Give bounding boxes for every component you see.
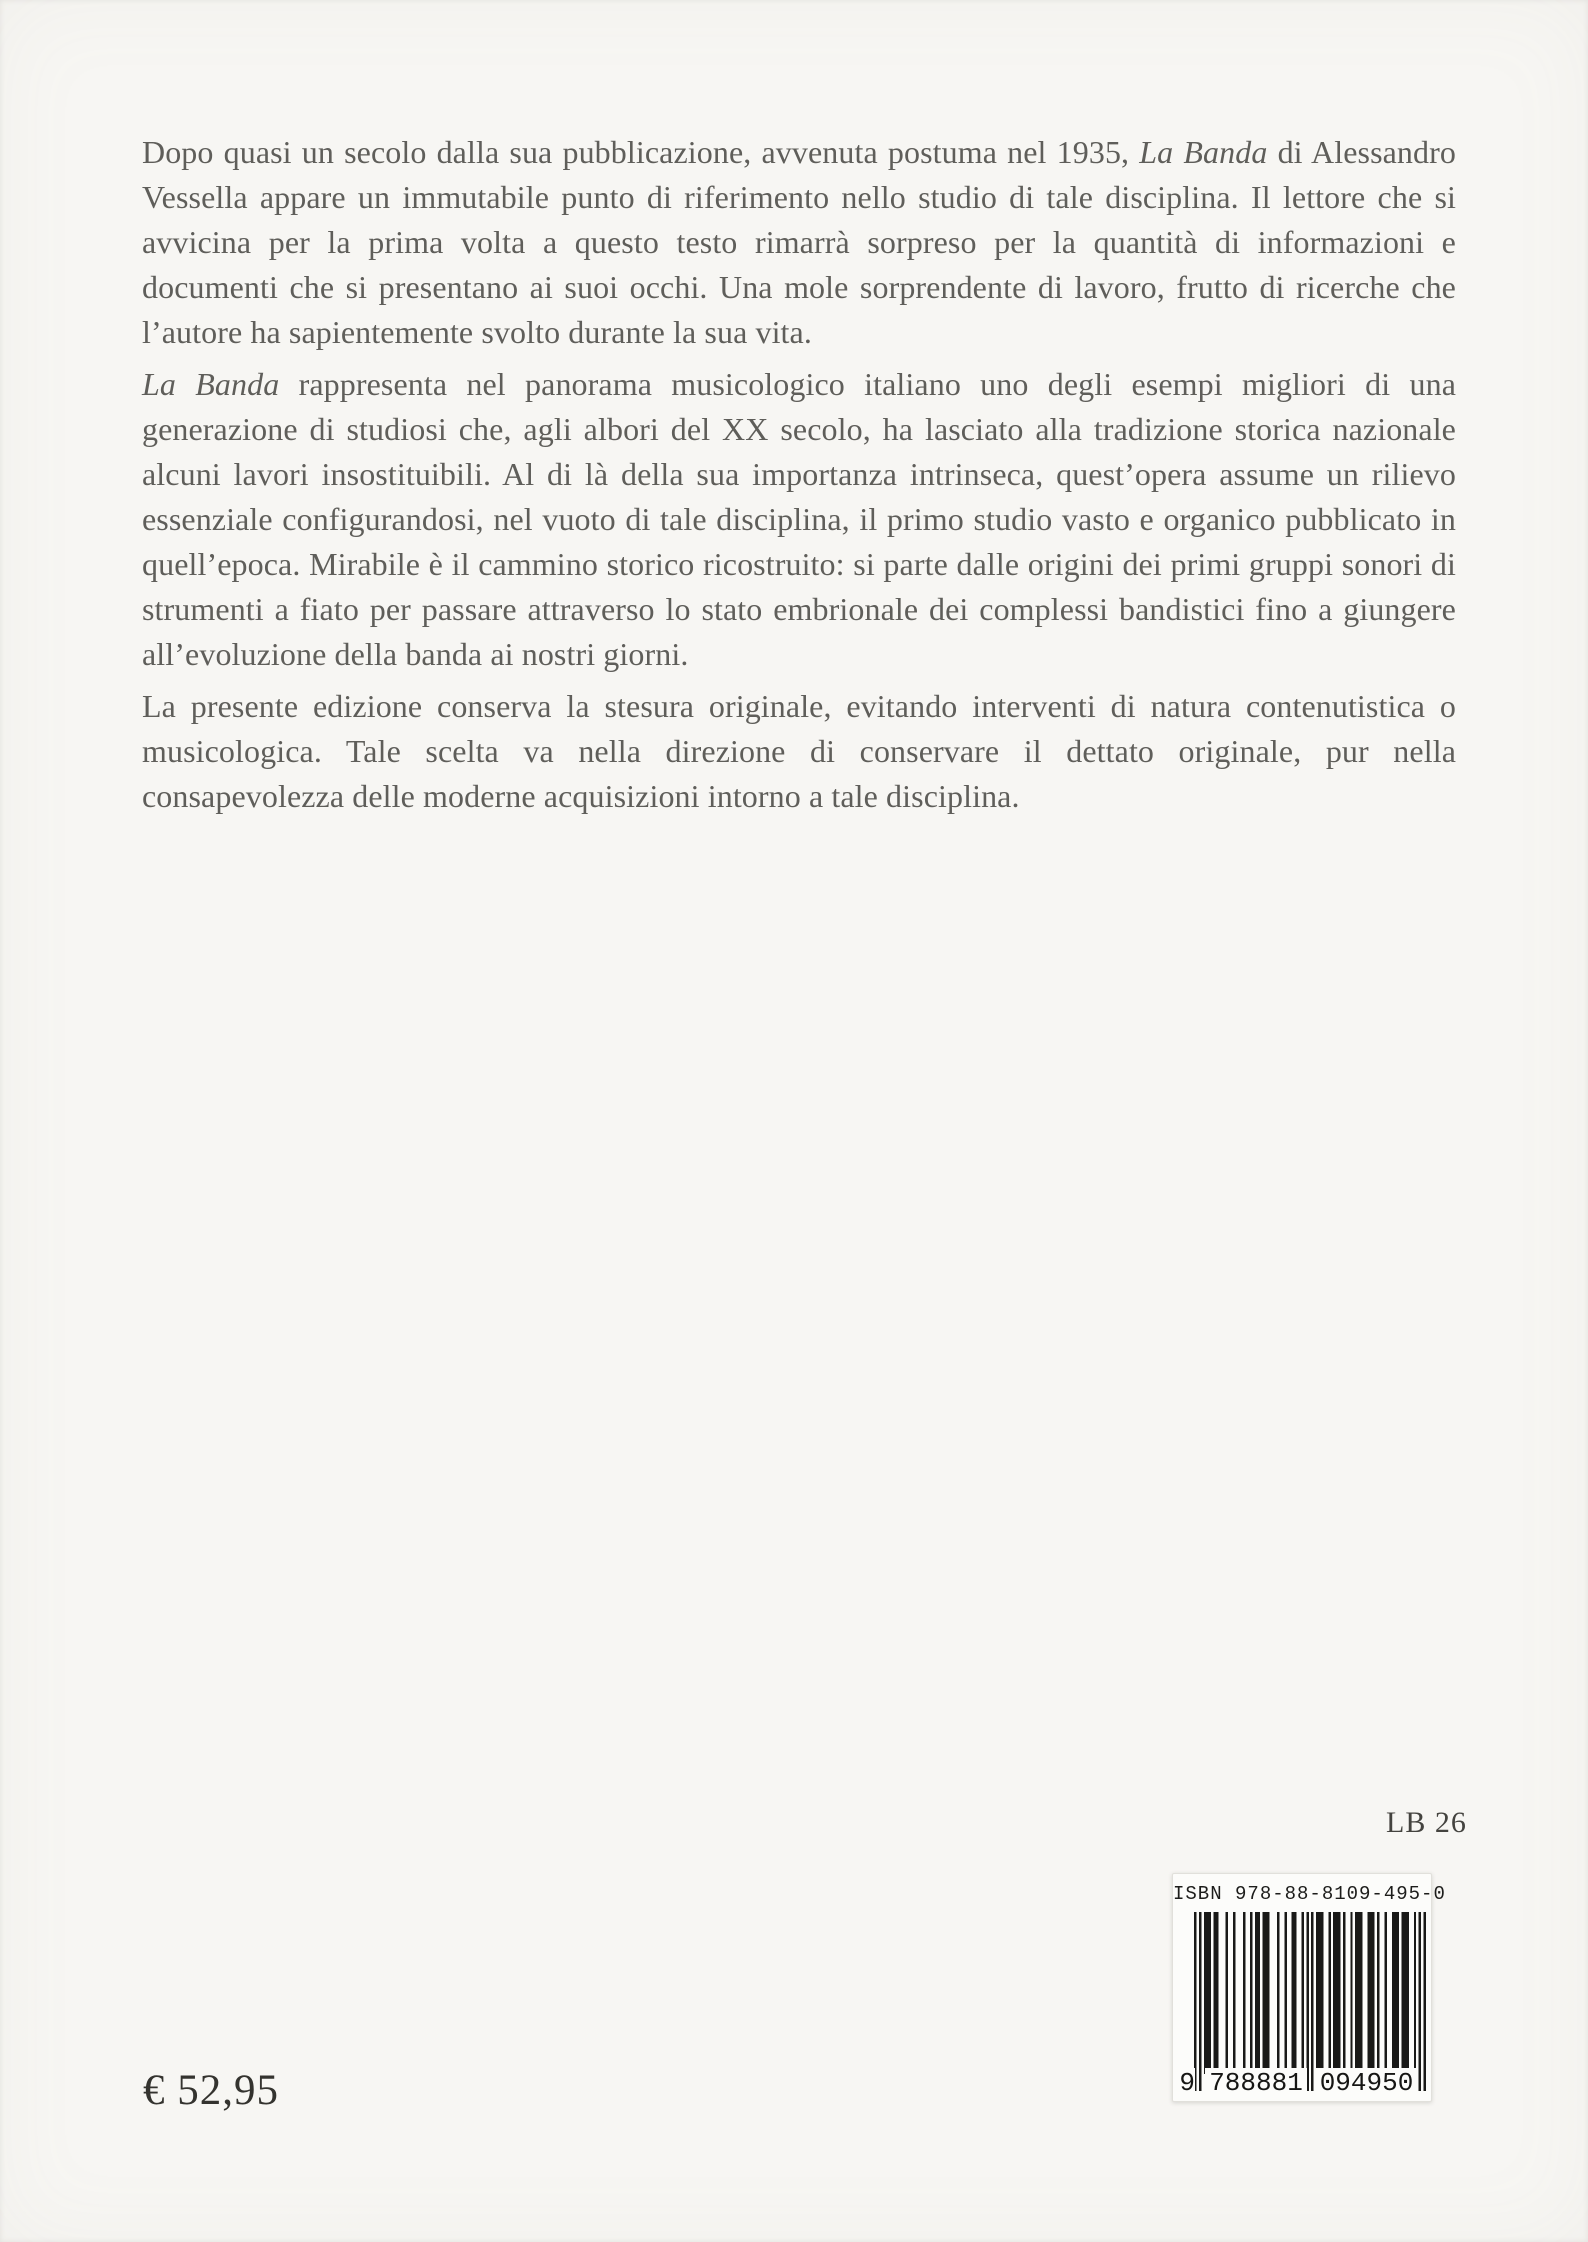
text-segment: di Alessandro Vessella appare un immutabile punto di riferimento nello studio di tale disciplina. Il lettore che si avvicina per la prima volta a questo testo rimarrà sorpreso per la quantità di informazioni e documenti che si presentano ai suoi occhi. Una mole sorprendente di lavoro, frutto di ricerche che l’autore ha sapientemente svolto durante la sua vita.	[142, 134, 1456, 350]
collection-code: LB 26	[1386, 1806, 1467, 1839]
text-segment: La Banda	[1139, 134, 1268, 170]
barcode-digit-group-2: 094950	[1316, 2068, 1417, 2098]
barcode-lead-digit: 9	[1175, 2068, 1195, 2098]
ean13-barcode-icon	[1194, 1912, 1426, 2091]
text-segment: La presente edizione conserva la stesura originale, evitando interventi di natura contenutistica o musicologica. Tale scelta va nella direzione di conservare il dettato originale, pur nella consapevolezza delle moderne acquisizioni intorno a tale disciplina.	[142, 688, 1456, 814]
isbn-barcode-panel	[1172, 1873, 1446, 2102]
blurb-text	[142, 130, 1456, 819]
text-segment: La Banda	[142, 366, 280, 402]
paragraph-2	[142, 362, 1456, 677]
text-segment: rappresenta nel panorama musicologico italiano uno degli esempi migliori di una generazione di studiosi che, agli albori del XX secolo, ha lasciato alla tradizione storica nazionale alcuni lavori insostituibili. Al di là della sua importanza intrinseca, quest’opera assume un rilievo essenziale configurandosi, nel vuoto di tale disciplina, il primo studio vasto e organico pubblicato in quell’epoca. Mirabile è il cammino storico ricostruito: si parte dalle origini dei primi gruppi sonori di strumenti a fiato per passare attraverso lo stato embrionale dei complessi bandistici fino a giungere all’evoluzione della banda ai nostri giorni.	[142, 366, 1456, 672]
barcode-digits	[1173, 2068, 1431, 2098]
isbn-number: ISBN 978-88-8109-495-0	[1173, 1883, 1446, 1905]
paragraph-3	[142, 684, 1456, 819]
paragraph-1	[142, 130, 1456, 355]
price-label: € 52,95	[143, 2067, 279, 2114]
barcode-digit-group-1: 788881	[1205, 2068, 1307, 2098]
text-segment: Dopo quasi un secolo dalla sua pubblicazione, avvenuta postuma nel 1935,	[142, 134, 1140, 170]
